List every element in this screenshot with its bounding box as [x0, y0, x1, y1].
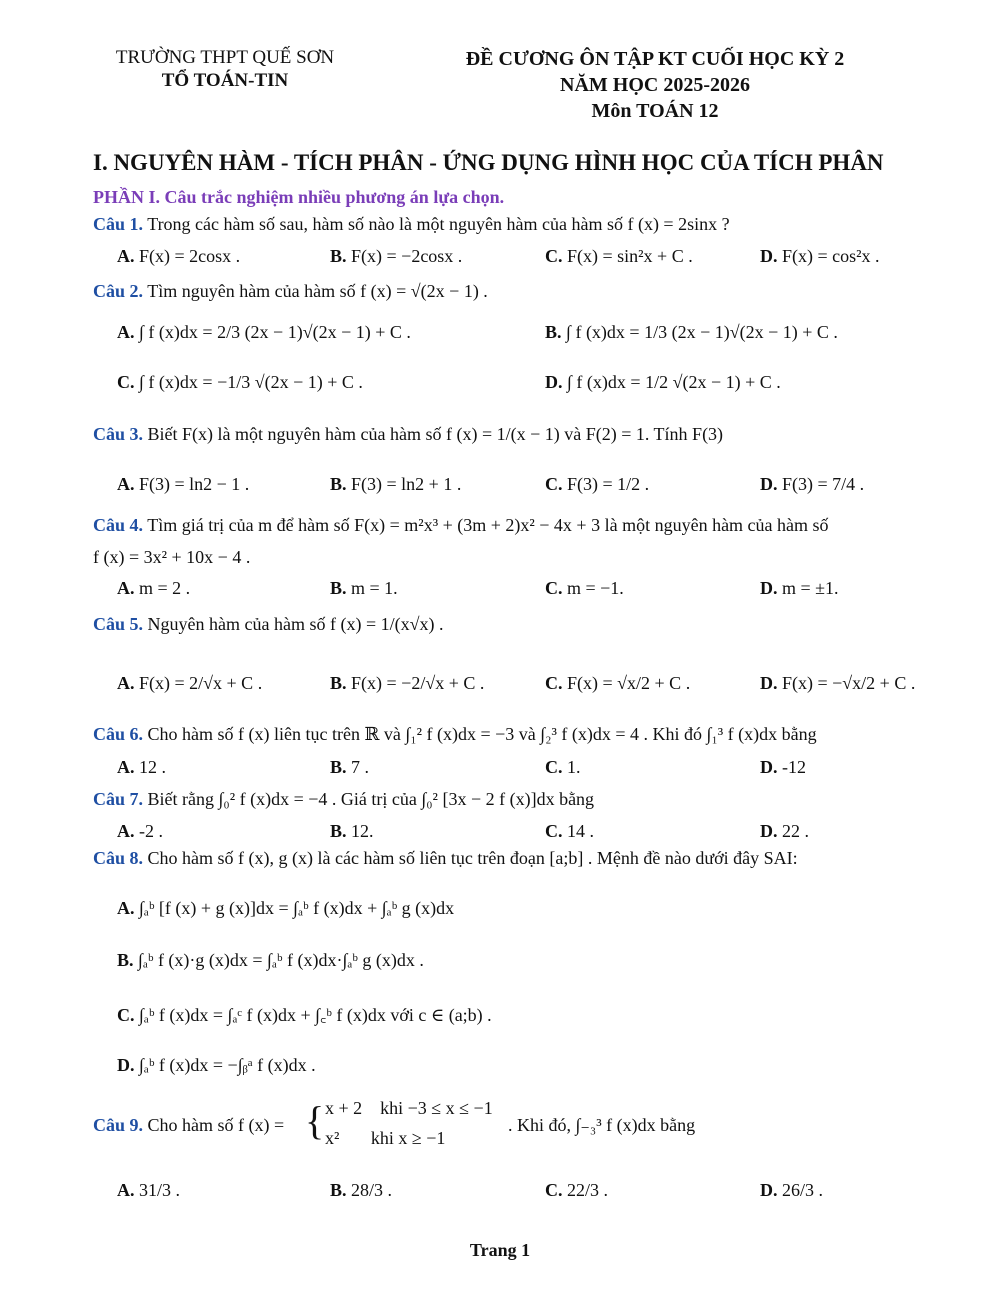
- question-text: Tìm nguyên hàm của hàm số: [147, 281, 356, 301]
- option-d: D. F(x) = cos²x .: [760, 246, 880, 266]
- question-label: Câu 7.: [93, 789, 144, 809]
- question-4: [93, 515, 829, 536]
- option-d: D. 22 .: [760, 821, 809, 841]
- option-d: D. 26/3 .: [760, 1180, 824, 1200]
- option-a: A. F(3) = ln2 − 1 .: [117, 474, 250, 494]
- question-7: [93, 789, 594, 810]
- question-text: Biết rằng ∫₀² f (x)dx = −4 . Giá trị của ∫₀² [3x − 2 f (x)]dx bằng: [147, 789, 595, 809]
- option-d: D. ∫ₐᵇ f (x)dx = −∫ᵦᵃ f (x)dx .: [117, 1055, 316, 1075]
- part-title: PHẦN I. Câu trắc nghiệm nhiều phương án lựa chọn.: [93, 187, 505, 207]
- option-d: D. m = ±1.: [760, 578, 839, 598]
- option-d: D. -12: [760, 757, 806, 777]
- question-label: Câu 3.: [93, 424, 144, 444]
- option-c: C. 1.: [545, 757, 581, 777]
- option-b: B. 28/3 .: [330, 1180, 393, 1200]
- question-text: Cho hàm số f (x) liên tục trên ℝ và ∫₁² f (x)dx = −3 và ∫₂³ f (x)dx = 4 . Khi đó ∫₁³ f (x)dx bằng: [147, 724, 817, 744]
- question-9: [93, 1115, 284, 1136]
- option-b: B. 12.: [330, 821, 374, 841]
- question-3: [93, 424, 723, 445]
- section-title: I. NGUYÊN HÀM - TÍCH PHÂN - ỨNG DỤNG HÌNH HỌC CỦA TÍCH PHÂN: [93, 150, 884, 175]
- option-c: C. m = −1.: [545, 578, 624, 598]
- option-b: B. m = 1.: [330, 578, 398, 598]
- option-c: C. 22/3 .: [545, 1180, 609, 1200]
- question-1: [93, 214, 730, 235]
- question-4-line2: [93, 547, 250, 568]
- question-label: Câu 2.: [93, 281, 144, 301]
- question-text: Tìm giá trị của m để hàm số F(x) = m²x³ + (3m + 2)x² − 4x + 3 là một nguyên hàm của hàm số: [147, 515, 829, 535]
- option-a: A. 31/3 .: [117, 1180, 181, 1200]
- subject: Môn TOÁN 12: [591, 100, 719, 122]
- question-2: [93, 281, 488, 302]
- option-d: D. F(3) = 7/4 .: [760, 474, 865, 494]
- function-name: f (x) =: [238, 1115, 285, 1135]
- option-a: A. 12 .: [117, 757, 166, 777]
- question-label: Câu 6.: [93, 724, 144, 744]
- piecewise-brace: {: [305, 1098, 325, 1143]
- option-d: D. ∫ f (x)dx = 1/2 √(2x − 1) + C .: [545, 372, 781, 392]
- question-label: Câu 5.: [93, 614, 144, 634]
- piece-2: x² khi x ≥ −1: [325, 1128, 446, 1148]
- option-b: B. ∫ f (x)dx = 1/3 (2x − 1)√(2x − 1) + C .: [545, 322, 838, 342]
- question-text: Cho hàm số f (x), g (x) là các hàm số liên tục trên đoạn [a;b] . Mệnh đề nào dưới đây SAI:: [147, 848, 798, 868]
- question-text: Nguyên hàm của hàm số: [147, 614, 326, 634]
- question-text: Trong các hàm số sau, hàm số nào là một nguyên hàm của hàm số: [147, 214, 623, 234]
- question-math: f (x) = √(2x − 1) .: [360, 281, 488, 301]
- page-number: Trang 1: [469, 1240, 531, 1260]
- question-5: [93, 614, 443, 635]
- question-math: f (x) = 1/(x − 1) và F(2) = 1. Tính F(3): [445, 424, 724, 444]
- option-c: C. ∫ₐᵇ f (x)dx = ∫ₐᶜ f (x)dx + ∫꜀ᵇ f (x)dx với c ∈ (a;b) .: [117, 1005, 492, 1025]
- option-b: B. F(x) = −2/√x + C .: [330, 673, 485, 693]
- question-6: [93, 724, 817, 745]
- option-a: A. -2 .: [117, 821, 163, 841]
- option-a: A. m = 2 .: [117, 578, 191, 598]
- school-header: [90, 46, 360, 92]
- document-title: ĐỀ CƯƠNG ÔN TẬP KT CUỐI HỌC KỲ 2: [465, 48, 845, 70]
- question-8: [93, 848, 798, 869]
- question-math: f (x) = 1/(x√x) .: [329, 614, 444, 634]
- option-c: C. F(x) = sin²x + C .: [545, 246, 693, 266]
- question-text: Biết F(x) là một nguyên hàm của hàm số: [147, 424, 442, 444]
- question-math: f (x) = 3x² + 10x − 4 .: [93, 547, 251, 567]
- option-b: B. F(x) = −2cosx .: [330, 246, 463, 266]
- option-b: B. ∫ₐᵇ f (x)·g (x)dx = ∫ₐᵇ f (x)dx·∫ₐᵇ g (x)dx .: [117, 950, 424, 970]
- question-label: Câu 1.: [93, 214, 144, 234]
- option-a: A. ∫ₐᵇ [f (x) + g (x)]dx = ∫ₐᵇ f (x)dx + ∫ₐᵇ g (x)dx: [117, 898, 455, 918]
- option-b: B. 7 .: [330, 757, 370, 777]
- question-9-tail: . Khi đó, ∫₋₃³ f (x)dx bằng: [508, 1115, 696, 1135]
- question-text: Cho hàm số: [147, 1115, 234, 1135]
- school-name: TRƯỜNG THPT QUẾ SƠN: [115, 47, 335, 68]
- question-label: Câu 9.: [93, 1115, 144, 1135]
- option-c: C. F(3) = 1/2 .: [545, 474, 650, 494]
- department-name: TỔ TOÁN-TIN: [161, 70, 289, 91]
- option-c: C. 14 .: [545, 821, 594, 841]
- question-label: Câu 8.: [93, 848, 144, 868]
- document-title-block: [410, 46, 900, 124]
- question-label: Câu 4.: [93, 515, 144, 535]
- option-d: D. F(x) = −√x/2 + C .: [760, 673, 916, 693]
- school-year: NĂM HỌC 2025-2026: [560, 74, 750, 96]
- question-math: f (x) = 2sinx ?: [627, 214, 730, 234]
- option-c: C. F(x) = √x/2 + C .: [545, 673, 691, 693]
- option-c: C. ∫ f (x)dx = −1/3 √(2x − 1) + C .: [117, 372, 363, 392]
- option-b: B. F(3) = ln2 + 1 .: [330, 474, 462, 494]
- piece-1: x + 2 khi −3 ≤ x ≤ −1: [325, 1098, 493, 1118]
- option-a: A. F(x) = 2/√x + C .: [117, 673, 263, 693]
- option-a: A. F(x) = 2cosx .: [117, 246, 241, 266]
- option-a: A. ∫ f (x)dx = 2/3 (2x − 1)√(2x − 1) + C .: [117, 322, 411, 342]
